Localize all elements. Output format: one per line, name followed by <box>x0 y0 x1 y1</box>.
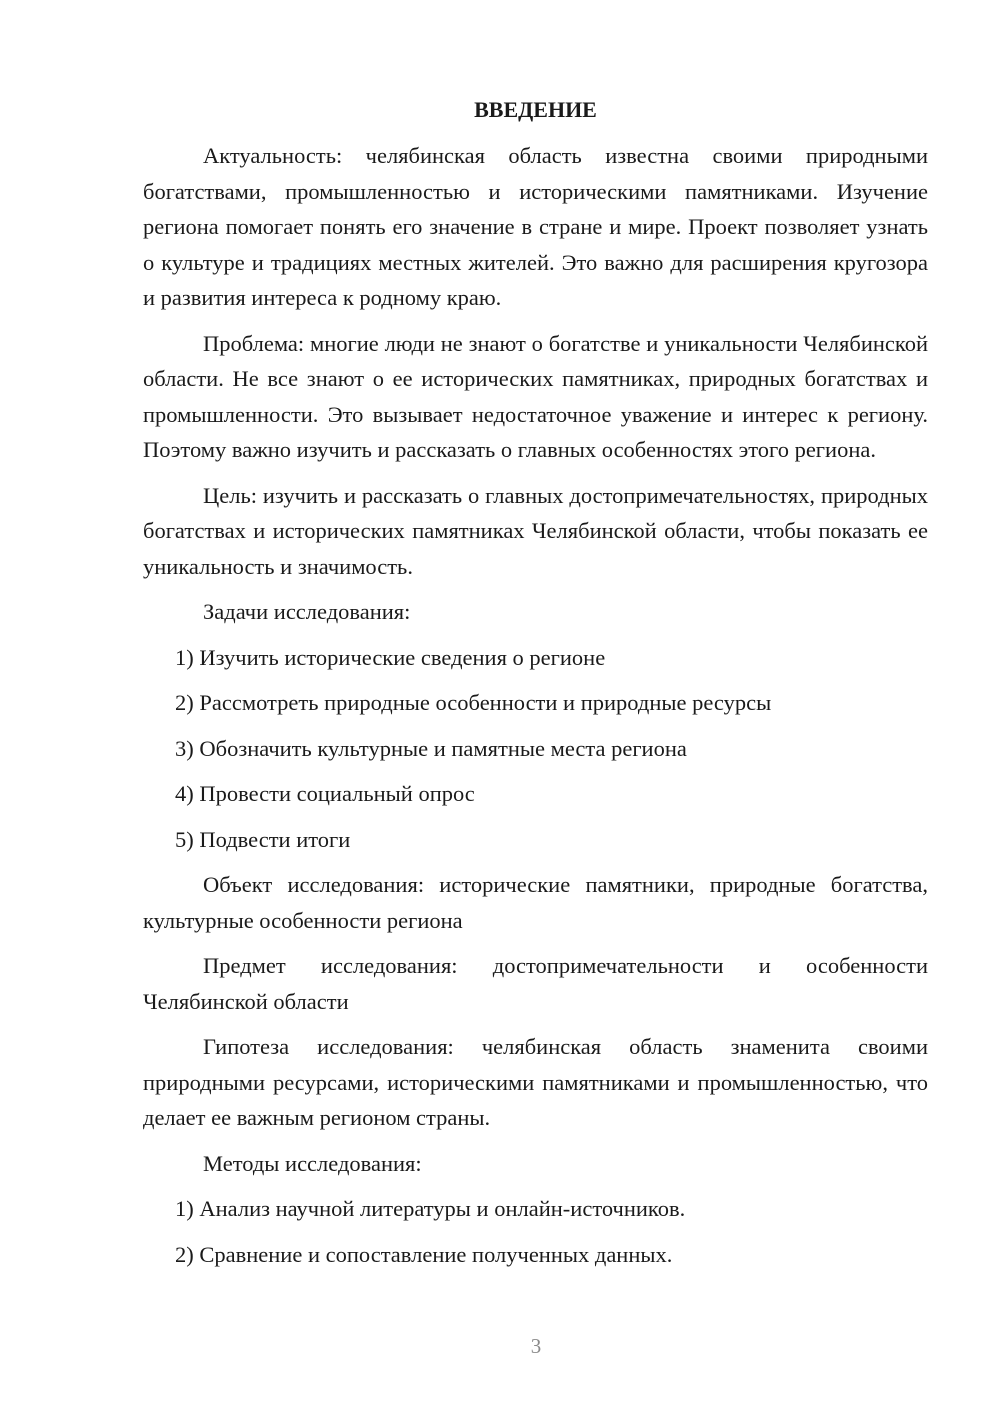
relevance-paragraph: Актуальность: челябинская область известна своими природными богатствами, промышленностью и историческими памятниками. Изучение региона помогает понять его значение в стране и мире. Проект позволяет узнать о культуре и традициях местных жителей. Это важно для расширения кругозора и развития интереса к родному краю. <box>143 143 928 310</box>
methods-title: Методы исследования: <box>203 1150 422 1176</box>
page-number: 3 <box>530 1334 542 1358</box>
page-title: ВВЕДЕНИЕ <box>474 97 597 122</box>
task-item: 1) Изучить исторические сведения о регионе <box>175 644 606 670</box>
problem-paragraph: Проблема: многие люди не знают о богатстве и уникальности Челябинской области. Не все знают о ее исторических памятниках, природных богатствах и промышленности. Это вызывает недостаточное уважение и интерес к региону. Поэтому важно изучить и рассказать о главных особенностях этого региона. <box>143 330 928 462</box>
page-content <box>143 92 928 1282</box>
object-paragraph: Объект исследования: исторические памятники, природные богатства, культурные особенности региона <box>143 872 928 933</box>
task-item: 4) Провести социальный опрос <box>175 781 475 806</box>
task-item: 2) Рассмотреть природные особенности и природные ресурсы <box>175 690 772 715</box>
method-item: 1) Анализ научной литературы и онлайн-источников. <box>175 1196 686 1221</box>
goal-paragraph: Цель: изучить и рассказать о главных достопримечательностях, природных богатствах и исторических памятниках Челябинской области, чтобы показать ее уникальность и значимость. <box>143 482 928 579</box>
hypothesis-paragraph: Гипотеза исследования: челябинская область знаменита своими природными ресурсами, историческими памятниками и промышленностью, что делает ее важным регионом страны. <box>143 1034 928 1130</box>
subject-paragraph: Предмет исследования: достопримечательности и особенности Челябинской области <box>143 953 928 1014</box>
task-item: 5) Подвести итоги <box>175 826 351 852</box>
method-item: 2) Сравнение и сопоставление полученных данных. <box>175 1241 673 1267</box>
task-item: 3) Обозначить культурные и памятные места региона <box>175 735 687 761</box>
tasks-title: Задачи исследования: <box>203 599 411 624</box>
